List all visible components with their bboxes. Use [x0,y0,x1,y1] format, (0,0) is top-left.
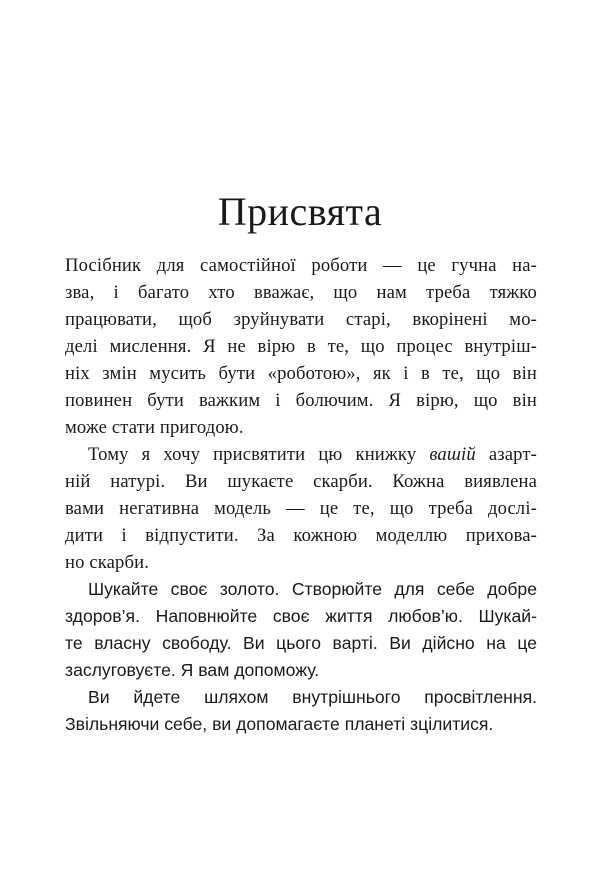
text-fragment: Тому я хочу присвятити цю книжку [88,444,430,465]
paragraph-3 [65,576,537,684]
text-line: Ви йдете шляхом внутрішнього просвітлення. [88,687,537,707]
emphasized-word: вашій [429,444,476,465]
text-line: Звільняючи себе, ви допомагаєте планеті зцілитися. [65,714,494,734]
text-fragment: азарт- [475,444,538,465]
text-line: повинен бути важким і болючим. Я вірю, що він [65,390,537,411]
paragraph-1 [65,252,537,441]
text-line: може стати пригодою. [65,417,244,438]
dedication-text [65,252,537,738]
text-line: вами негативна модель — це те, що треба дослі- [65,498,537,519]
text-line: ніх змін мусить бути «роботою», як і в те, що він [65,363,537,384]
text-line: Шукайте своє золото. Створюйте для себе добре [88,579,537,599]
text-line: ній натурі. Ви шукаєте скарби. Кожна виявлена [65,471,537,492]
paragraph-4 [65,684,537,738]
text-line: Посібник для самостійної роботи — це гучна на- [65,255,537,276]
text-line: заслуговуєте. Я вам допоможу. [65,660,320,680]
text-line [65,441,537,468]
text-line: делі мислення. Я не вірю в те, що процес внутріш- [65,336,537,357]
text-line: зва, і багато хто вважає, що нам треба тяжко [65,282,537,303]
page-title: Присвята [217,189,383,234]
text-line: працювати, щоб зруйнувати старі, вкорінені мо- [65,309,537,330]
text-line: те власну свободу. Ви цього варті. Ви дійсно на це [65,633,537,653]
paragraph-2 [65,441,537,576]
text-line: здоров’я. Наповнюйте своє життя любов’ю. Шукай- [65,606,537,626]
text-line: дити і відпустити. За кожною моделлю прихова- [65,525,537,546]
text-line: но скарби. [65,552,150,573]
